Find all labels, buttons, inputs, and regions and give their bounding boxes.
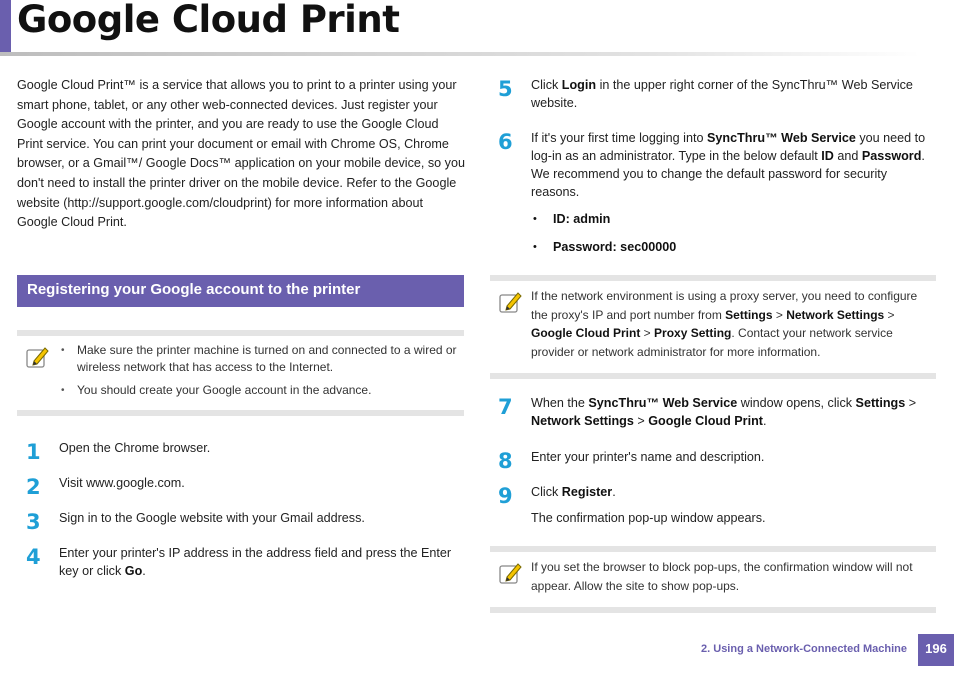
- credential-password: • Password: sec00000: [531, 238, 676, 266]
- section-header: [17, 275, 464, 307]
- step-text-part: window opens, click: [737, 396, 856, 410]
- note-box-proxy: [490, 275, 936, 379]
- note-text-part: >: [640, 326, 655, 340]
- step-text-part: If it's your first time logging into: [531, 131, 707, 145]
- step-text: [531, 76, 936, 112]
- step-7: [498, 395, 938, 435]
- step-text-part: you need to log-in as an administrator. Type in the below default: [531, 131, 926, 163]
- id-label: ID: [821, 149, 834, 163]
- step-text-part: . We recommend you to change the default password for security reasons.: [531, 149, 925, 199]
- step-2: [26, 475, 466, 499]
- step-4: [26, 545, 466, 585]
- note-box-popups: [490, 546, 936, 613]
- step-text-part: .: [142, 564, 146, 578]
- note-text-part: >: [884, 307, 895, 322]
- step-1: [26, 440, 466, 464]
- title-accent-bar: [0, 0, 11, 53]
- go-label: Go: [124, 564, 143, 578]
- step-text-part: Enter your printer's IP address in the address field and press the Enter key or click: [59, 546, 452, 578]
- step-text: [531, 129, 936, 201]
- step-number: 6: [498, 130, 513, 154]
- step-text-part: Click: [531, 485, 562, 499]
- page-number-badge: 196: [918, 634, 954, 666]
- network-settings-label: Network Settings: [786, 307, 885, 322]
- note-content: If you set the browser to block pop-ups, the confirmation window will not appear. Allow the site to show pop-ups.: [531, 560, 913, 593]
- credentials-list: [531, 210, 676, 266]
- step-number: 4: [26, 545, 41, 569]
- step-3: [26, 510, 466, 534]
- note-text-part: . Contact your network service provider or network administrator for more information.: [531, 326, 893, 359]
- register-label: Register: [561, 485, 613, 499]
- syncthru-label: SyncThru™ Web Service: [707, 131, 856, 145]
- note-pencil-icon: [25, 344, 51, 370]
- step-text: [531, 394, 936, 430]
- note-text-part: If the network environment is using a proxy server, you need to configure the proxy's IP and port number from: [531, 289, 918, 322]
- step-5: [498, 77, 938, 117]
- step-number: 7: [498, 395, 513, 419]
- step-number: 5: [498, 77, 513, 101]
- syncthru-label: SyncThru™ Web Service: [588, 396, 738, 410]
- credential-id: • ID: admin: [531, 210, 676, 238]
- step-subtext: The confirmation pop-up window appears.: [531, 511, 766, 525]
- login-label: Login: [561, 78, 597, 92]
- step-8: [498, 449, 938, 473]
- note-text-part: >: [772, 307, 787, 322]
- step-text-part: Click: [531, 78, 562, 92]
- step-text-part: >: [905, 396, 917, 410]
- settings-label: Settings: [725, 307, 773, 322]
- note-content: [531, 287, 936, 361]
- google-cloud-print-label: Google Cloud Print: [531, 326, 641, 340]
- proxy-setting-label: Proxy Setting: [654, 326, 732, 340]
- step-number: 3: [26, 510, 41, 534]
- step-9: [498, 484, 938, 528]
- title-divider: [0, 52, 920, 56]
- step-number: 2: [26, 475, 41, 499]
- section-title: Registering your Google account to the printer: [27, 281, 361, 298]
- step-number: 1: [26, 440, 41, 464]
- note-box-requirements: [17, 330, 464, 416]
- step-text: [531, 483, 936, 501]
- step-6: [498, 130, 938, 206]
- step-text-part: in the upper right corner of the SyncThru™ Web Service website.: [531, 78, 913, 110]
- intro-paragraph: Google Cloud Print™ is a service that allows you to print to a printer using your smart phone, tablet, or any other web-connected devices. Just register your Google account with the printer, and you are ready to use the Google Cloud Print service. You can print your document or email with Chrome OS, Chrome browser, or a Gmail™/ Google Docs™ application on your mobile device, so you don't need to install the printer driver on the mobile device. Refer to the Google website (http://support.google.com/cloudprint) for more information about Google Cloud Print.: [17, 78, 465, 230]
- step-text: Open the Chrome browser.: [59, 441, 211, 455]
- note-item: • Make sure the printer machine is turned on and connected to a wired or wireless network that has access to the Internet.: [59, 342, 463, 376]
- step-text-part: and: [833, 149, 862, 163]
- step-text: Enter your printer's name and description.: [531, 450, 765, 464]
- note-pencil-icon: [498, 560, 524, 586]
- step-text-part: .: [762, 414, 767, 428]
- note-pencil-icon: [498, 289, 524, 315]
- step-text: [59, 544, 463, 580]
- step-text: Visit www.google.com.: [59, 476, 185, 490]
- settings-label: Settings: [855, 396, 906, 410]
- chapter-footer: 2. Using a Network-Connected Machine: [701, 643, 907, 655]
- google-cloud-print-label: Google Cloud Print: [648, 414, 763, 428]
- password-label: Password: [861, 149, 922, 163]
- step-number: 8: [498, 449, 513, 473]
- step-text-part: .: [612, 485, 616, 499]
- note-content: [59, 342, 463, 405]
- note-item: • You should create your Google account in the advance.: [59, 382, 463, 399]
- step-number: 9: [498, 484, 513, 508]
- step-text: Sign in to the Google website with your Gmail address.: [59, 511, 365, 525]
- page-title: Google Cloud Print: [17, 0, 400, 41]
- step-text-part: >: [633, 414, 649, 428]
- step-text-part: When the: [531, 396, 589, 410]
- network-settings-label: Network Settings: [531, 414, 634, 428]
